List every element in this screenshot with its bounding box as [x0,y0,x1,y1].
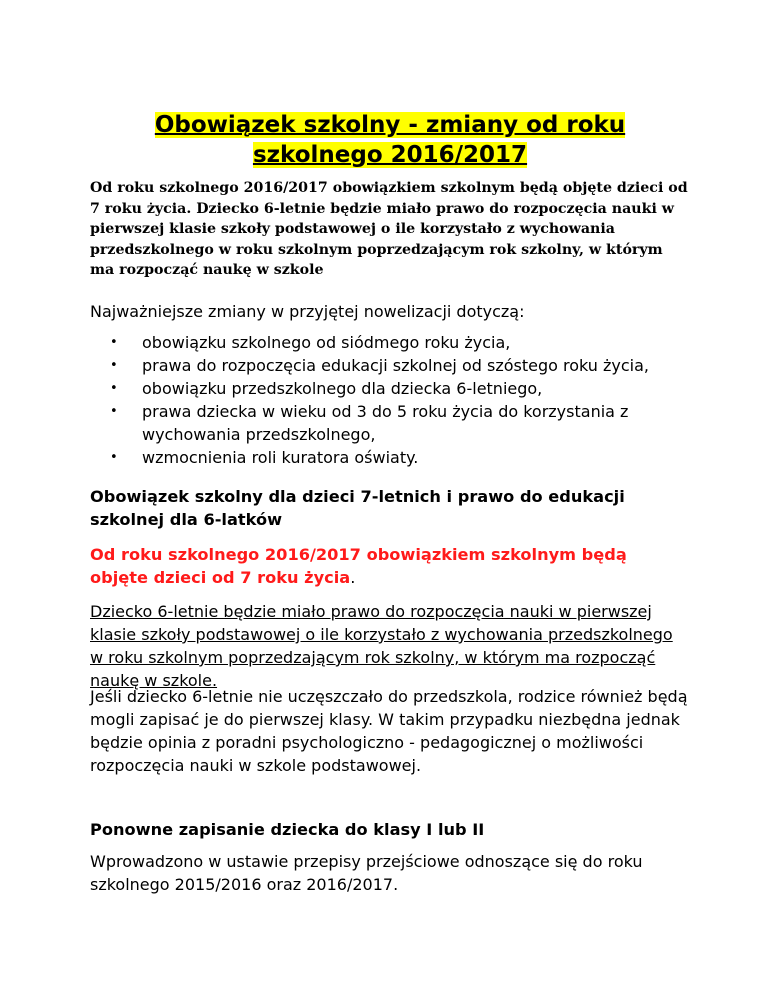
list-item: • obowiązku przedszkolnego dla dziecka 6-letniego, [90,377,690,400]
section-heading-obowiazek: Obowiązek szkolny dla dzieci 7-letnich i prawo do edukacji szkolnej dla 6-latków [90,487,625,529]
title-block [90,110,690,170]
intro-paragraph: Od roku szkolnego 2016/2017 obowiązkiem szkolnym będą objęte dzieci od 7 roku życia. Dziecko 6-letnie będzie miało prawo do rozpoczęcia nauki w pierwszej klasie szkoły podstawowej o ile korzystało z wychowania przedszkolnego w roku szkolnym poprzedzającym rok szkolny, w którym ma rozpocząć naukę w szkole [90,180,688,278]
changes-lead: Najważniejsze zmiany w przyjętej nowelizacji dotyczą: [90,302,525,321]
section-heading-ponowne: Ponowne zapisanie dziecka do klasy I lub II [90,820,485,839]
list-item: • obowiązku szkolnego od siódmego roku życia, [90,331,690,354]
page-title: Obowiązek szkolny - zmiany od roku szkolnego 2016/2017 [154,112,626,168]
paragraph-przepisy: Wprowadzono w ustawie przepisy przejściowe odnoszące się do roku szkolnego 2015/2016 oraz 2016/2017. [90,852,643,894]
list-item: • prawa do rozpoczęcia edukacji szkolnej od szóstego roku życia, [90,354,690,377]
changes-list [90,331,690,469]
red-statement [90,543,690,589]
paragraph-6-letnie: Jeśli dziecko 6-letnie nie uczęszczało do przedszkola, rodzice również będą mogli zapisać je do pierwszej klasy. W takim przypadku niezbędna jednak będzie opinia z poradni psychologiczno - pedagogicznej o możliwości rozpoczęcia nauki w szkole podstawowej. [90,687,688,775]
underlined-paragraph: Dziecko 6-letnie będzie miało prawo do rozpoczęcia nauki w pierwszej klasie szkoły podstawowej o ile korzystało z wychowania przedszkolnego w roku szkolnym poprzedzającym rok szkolny, w którym ma rozpocząć naukę w szkole. [90,602,673,690]
list-item: • prawa dziecka w wieku od 3 do 5 roku życia do korzystania z wychowania przedszkolnego, [90,400,690,446]
red-statement-end: . [350,568,356,587]
list-item: • wzmocnienia roli kuratora oświaty. [90,446,690,469]
red-statement-text: Od roku szkolnego 2016/2017 obowiązkiem szkolnym będą objęte dzieci od 7 roku życia [90,545,627,587]
